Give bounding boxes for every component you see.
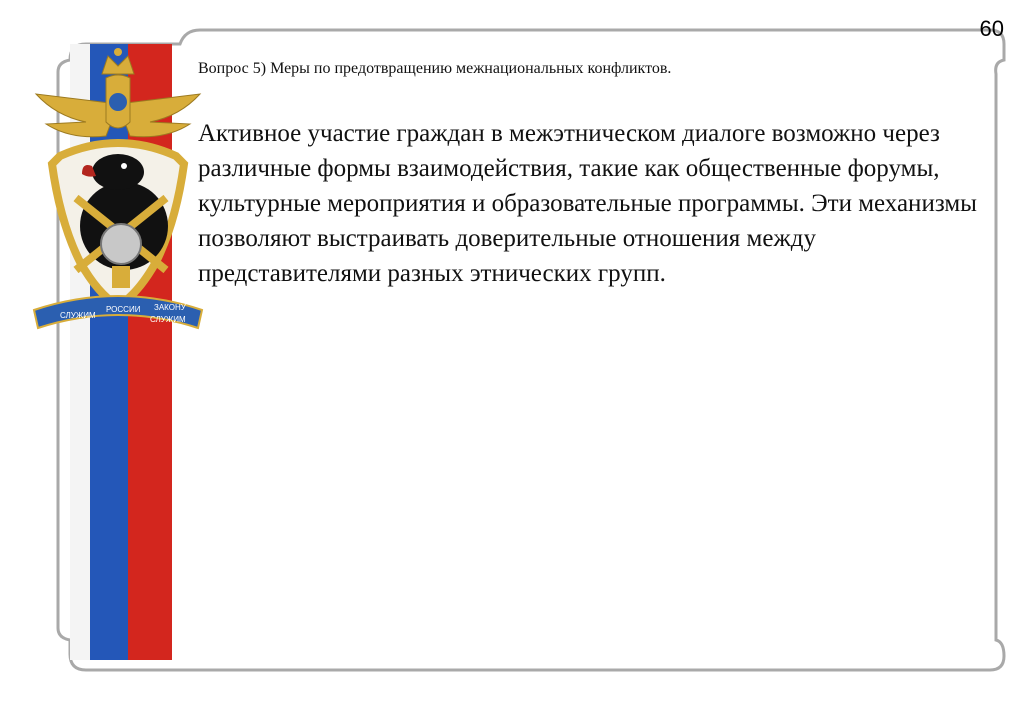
globe-icon <box>101 224 141 264</box>
crown-icon <box>102 56 134 74</box>
ribbon-text-left: СЛУЖИМ <box>60 311 96 320</box>
page-number: 60 <box>979 16 1004 41</box>
body-paragraph: Активное участие граждан в межэтническом диалоге возможно через различные формы взаимодействия, такие как общественные форумы, культурные мероприятия и образовательные программы. Эти механизмы позволяют выстраивать доверительные отношения между представителями разных этнических групп. <box>198 120 977 287</box>
police-emblem <box>26 44 210 334</box>
ribbon-text-middle: РОССИИ <box>106 305 141 314</box>
ribbon-text-right-bottom: СЛУЖИМ <box>150 315 186 324</box>
ribbon-text-right-top: ЗАКОНУ <box>154 303 186 312</box>
question-heading: Вопрос 5) Меры по предотвращению межнациональных конфликтов. <box>198 60 672 77</box>
